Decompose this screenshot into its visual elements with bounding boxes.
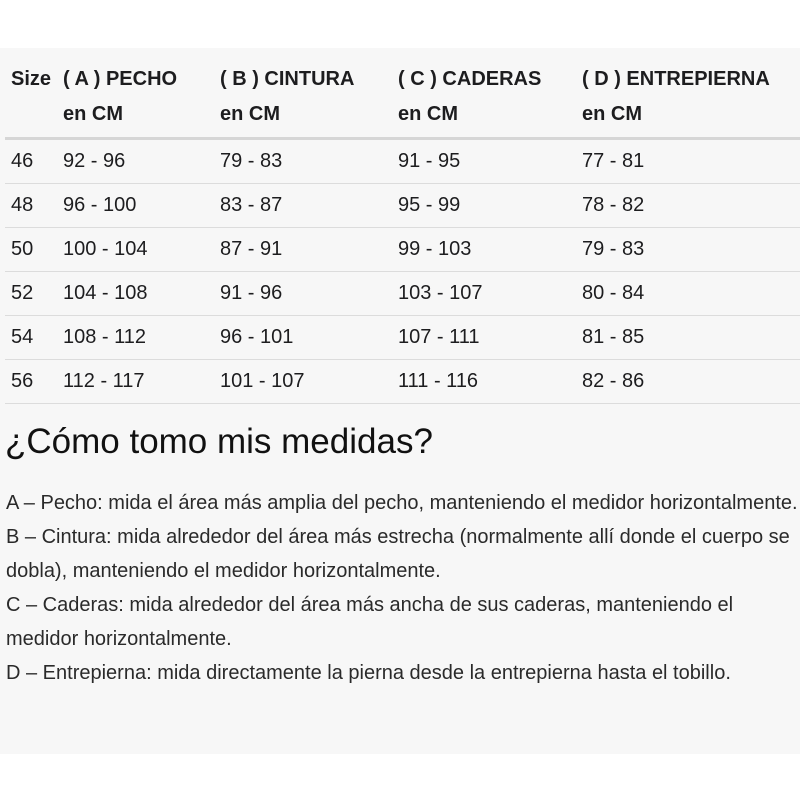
entrepierna-cell: 81 - 85 (576, 316, 800, 360)
column-header-cintura (214, 56, 392, 139)
guide-item-caderas: C – Caderas: mida alrededor del área más ancha de sus caderas, manteniendo el medidor horizontalmente. (6, 594, 734, 650)
column-header-caderas (392, 56, 576, 139)
header-unit: en CM (398, 103, 458, 125)
pecho-cell: 100 - 104 (57, 228, 214, 272)
caderas-cell: 99 - 103 (392, 228, 576, 272)
table-row (5, 316, 800, 360)
header-label: ( D ) ENTREPIERNA (582, 68, 770, 90)
header-unit: en CM (582, 103, 642, 125)
table-row (5, 272, 800, 316)
table-row (5, 360, 800, 404)
pecho-cell: 112 - 117 (57, 360, 214, 404)
size-cell: 54 (5, 316, 57, 360)
header-label: ( A ) PECHO (63, 68, 178, 90)
header-unit: en CM (220, 103, 280, 125)
entrepierna-cell: 80 - 84 (576, 272, 800, 316)
caderas-cell: 111 - 116 (392, 360, 576, 404)
caderas-cell: 103 - 107 (392, 272, 576, 316)
guide-item-cintura: B – Cintura: mida alrededor del área más estrecha (normalmente allí donde el cuerpo se dobla), manteniendo el medidor horizontalmente. (6, 526, 790, 582)
entrepierna-cell: 77 - 81 (576, 139, 800, 184)
cintura-cell: 79 - 83 (214, 139, 392, 184)
caderas-cell: 107 - 111 (392, 316, 576, 360)
header-label: ( C ) CADERAS (398, 68, 542, 90)
entrepierna-cell: 79 - 83 (576, 228, 800, 272)
caderas-cell: 91 - 95 (392, 139, 576, 184)
pecho-cell: 108 - 112 (57, 316, 214, 360)
size-cell: 52 (5, 272, 57, 316)
column-header-entrepierna (576, 56, 800, 139)
caderas-cell: 95 - 99 (392, 184, 576, 228)
cintura-cell: 83 - 87 (214, 184, 392, 228)
size-cell: 48 (5, 184, 57, 228)
size-cell: 56 (5, 360, 57, 404)
measure-guide-title: ¿Cómo tomo mis medidas? (5, 422, 433, 461)
guide-item-pecho: A – Pecho: mida el área más amplia del pecho, manteniendo el medidor horizontalmente. (6, 492, 798, 514)
size-cell: 50 (5, 228, 57, 272)
measure-guide (6, 486, 798, 690)
table-row (5, 228, 800, 272)
table-row (5, 184, 800, 228)
size-cell: 46 (5, 139, 57, 184)
size-chart-table (5, 56, 800, 404)
header-label: ( B ) CINTURA (220, 68, 355, 90)
pecho-cell: 104 - 108 (57, 272, 214, 316)
cintura-cell: 87 - 91 (214, 228, 392, 272)
entrepierna-cell: 82 - 86 (576, 360, 800, 404)
cintura-cell: 91 - 96 (214, 272, 392, 316)
header-unit: en CM (63, 103, 123, 125)
cintura-cell: 96 - 101 (214, 316, 392, 360)
table-row (5, 139, 800, 184)
cintura-cell: 101 - 107 (214, 360, 392, 404)
table-header-row (5, 56, 800, 139)
header-label: Size (11, 68, 52, 90)
entrepierna-cell: 78 - 82 (576, 184, 800, 228)
pecho-cell: 92 - 96 (57, 139, 214, 184)
pecho-cell: 96 - 100 (57, 184, 214, 228)
guide-item-entrepierna: D – Entrepierna: mida directamente la pierna desde la entrepierna hasta el tobillo. (6, 662, 731, 684)
column-header-size (5, 56, 57, 139)
column-header-pecho (57, 56, 214, 139)
